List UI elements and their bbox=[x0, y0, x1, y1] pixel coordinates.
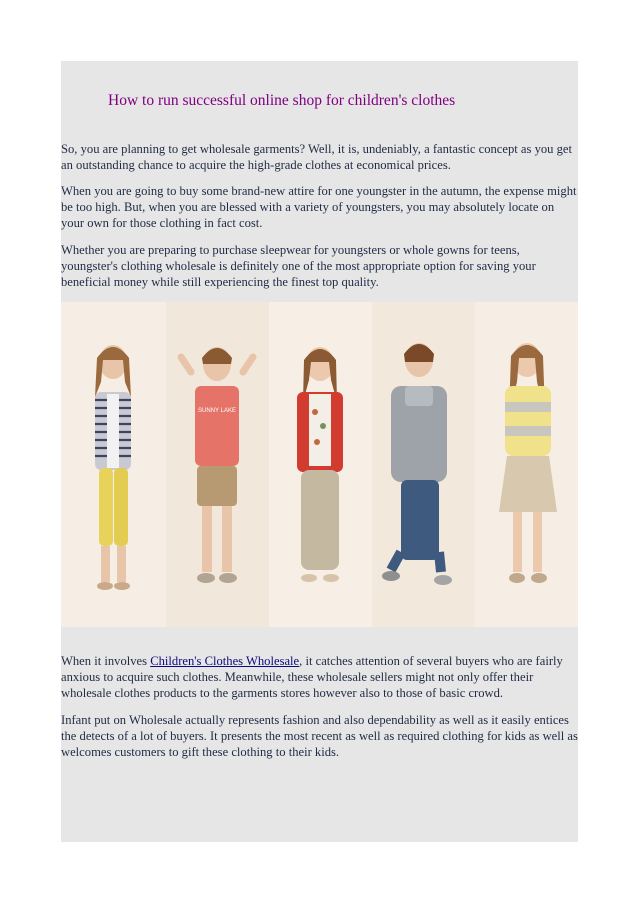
paragraph-4-lead: When it involves bbox=[61, 654, 151, 668]
shirt-print-text: SUNNY LAKE bbox=[198, 408, 236, 414]
document-page bbox=[61, 61, 578, 842]
childrens-clothes-wholesale-link[interactable]: Children's Clothes Wholesale bbox=[150, 654, 300, 668]
paragraph-1: So, you are planning to get wholesale garments? Well, it is, undeniably, a fantastic concept as you get an outstanding chance to acquire the high-grade clothes at economical prices. bbox=[61, 142, 572, 172]
children-clothes-photo bbox=[61, 302, 578, 627]
kids-illustration bbox=[61, 302, 578, 627]
paragraph-4-rest: , it catches attention of several buyers who are fairly anxious to acquire such clothes. Meanwhile, these wholesale sellers might not only offer their wholesale clothes products to the garments stores however also to those of basic crowd. bbox=[61, 654, 563, 700]
paragraph-5: Infant put on Wholesale actually represents fashion and also dependability as well as it easily entices the detects of a lot of buyers. It presents the most recent as well as required clothing for kids as well as welcomes customers to gift these clothing to their kids. bbox=[61, 713, 578, 759]
paragraph-3: Whether you are preparing to purchase sleepwear for youngsters or whole gowns for teens, youngster's clothing wholesale is definitely one of the most appropriate option for saving your beneficial money while still experiencing the finest top quality. bbox=[61, 243, 536, 289]
paragraph-2: When you are going to buy some brand-new attire for one youngster in the autumn, the expense might be too high. But, when you are blessed with a variety of youngsters, you may absolutely locate on your own for those clothing in fact cost. bbox=[61, 184, 577, 230]
paragraph-4 bbox=[61, 654, 578, 701]
document-title: How to run successful online shop for children's clothes bbox=[108, 92, 456, 109]
